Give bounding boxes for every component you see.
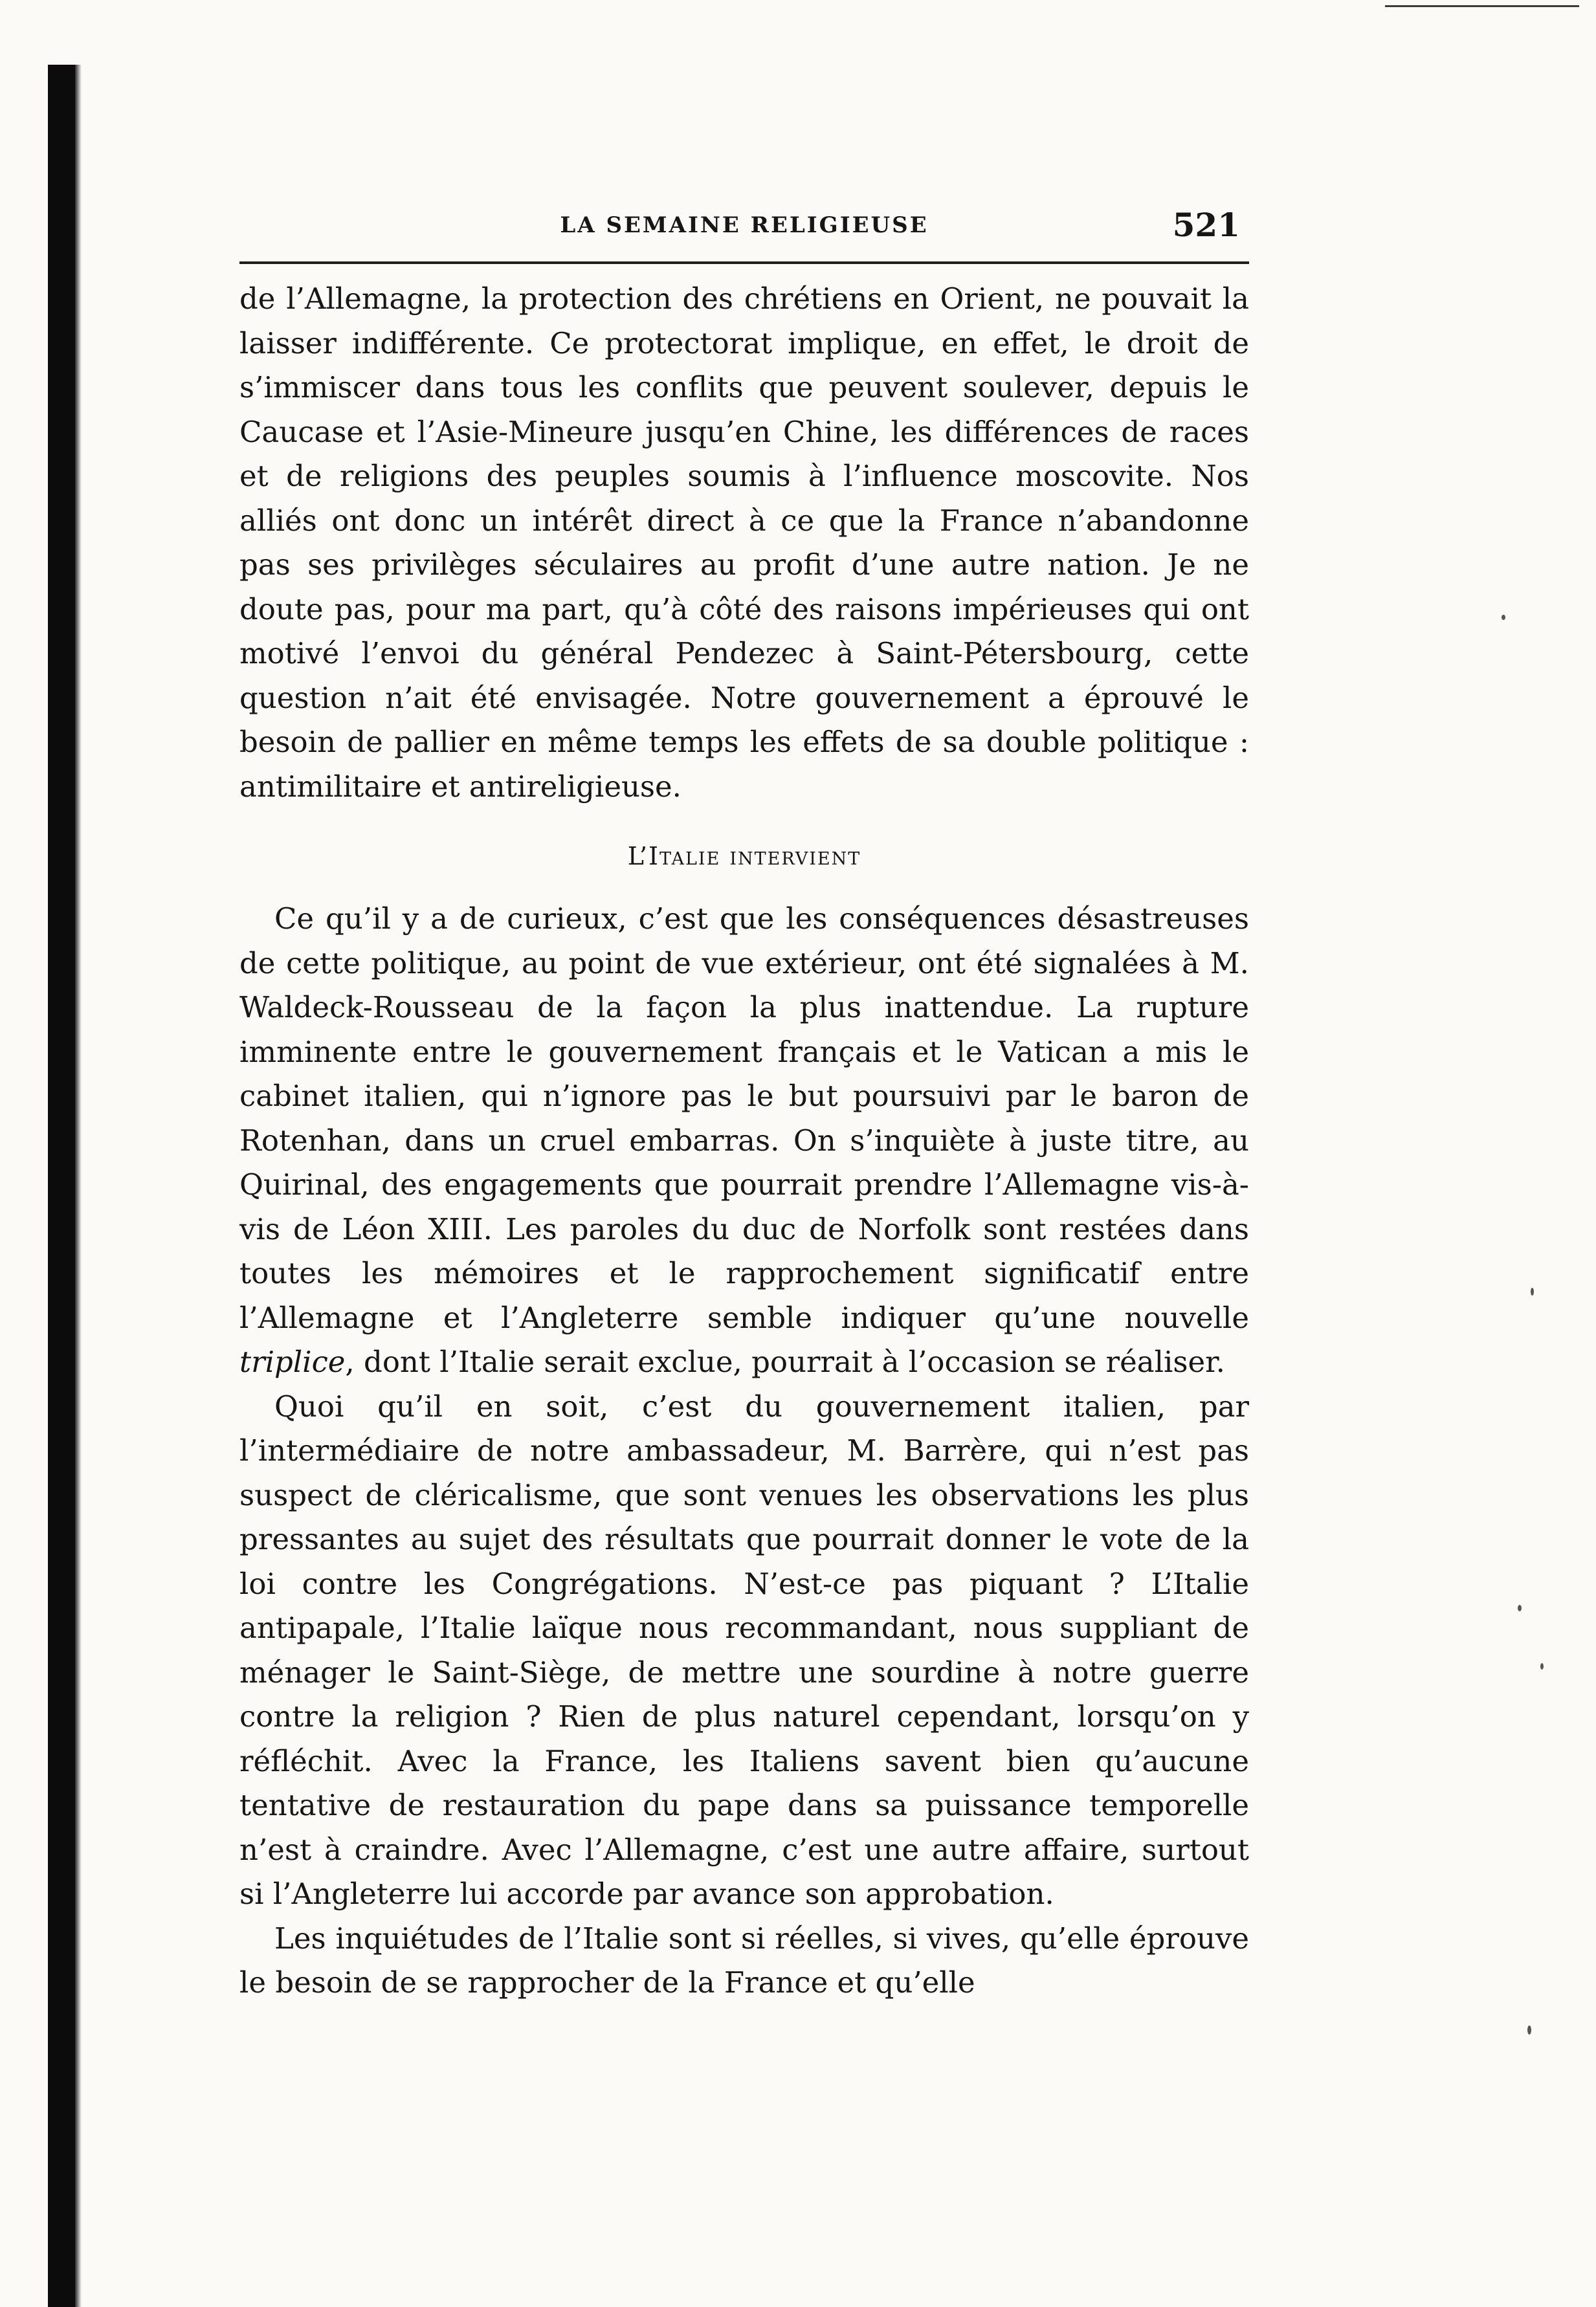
scan-speck [1502,615,1505,620]
running-title: LA SEMAINE RELIGIEUSE [560,212,929,238]
document-page [239,206,1249,2005]
scan-speck [1531,1288,1534,1296]
scan-speck [1527,2026,1531,2035]
section-heading-text: L’Italie intervient [627,842,861,870]
paragraph-1: de l’Allemagne, la protection des chrétiens en Orient, ne pouvait la laisser indifférente. Ce protectorat implique, en effet, le droit de s’immiscer dans tous les conflits que peuvent soulever, depuis le Caucase et l’Asie-Mineure jusqu’en Chine, les différences de races et de religions des peuples soumis à l’influence moscovite. Nos alliés ont donc un intérêt direct à ce que la France n’abandonne pas ses privilèges séculaires au profit d’une autre nation. Je ne doute pas, pour ma part, qu’à côté des raisons impérieuses qui ont motivé l’envoi du général Pendezec à Saint-Pétersbourg, cette question n’ait été envisagée. Notre gouvernement a éprouvé le besoin de pallier en même temps les effets de sa double politique : antimilitaire et antireligieuse. [239,281,1249,804]
paragraph-2 [239,897,1249,1385]
header-rule [239,261,1249,264]
body-text [239,277,1249,2005]
paragraph-3: Quoi qu’il en soit, c’est du gouvernement italien, par l’intermédiaire de notre ambassadeur, M. Barrère, qui n’est pas suspect de cléricalisme, que sont venues les observations les plus pressantes au sujet des résultats que pourrait donner le vote de la loi contre les Congrégations. N’est-ce pas piquant ? L’Italie antipapale, l’Italie laïque nous recommandant, nous suppliant de ménager le Saint-Siège, de mettre une sourdine à notre guerre contre la religion ? Rien de plus naturel cependant, lorsqu’on y réfléchit. Avec la France, les Italiens savent bien qu’aucune tentative de restauration du pape dans sa puissance temporelle n’est à craindre. Avec l’Allemagne, c’est une autre affaire, surtout si l’Angleterre lui accorde par avance son approbation. [239,1389,1249,1911]
scan-binding-shadow [48,65,75,2307]
scan-binding-gradient [75,65,82,2307]
paragraph-4: Les inquiétudes de l’Italie sont si réelles, si vives, qu’elle éprouve le besoin de se rapprocher de la France et qu’elle [239,1921,1249,2000]
scan-top-mark [1385,5,1579,7]
paragraph-2-italic: triplice [239,1345,346,1379]
page-number: 521 [1172,206,1240,244]
scan-speck [1518,1605,1522,1611]
section-heading [239,835,1249,878]
running-head [239,206,1249,258]
paragraph-2-end: , dont l’Italie serait exclue, pourrait à l’occasion se réaliser. [345,1345,1225,1379]
scan-speck [1540,1663,1544,1670]
paragraph-2-text: Ce qu’il y a de curieux, c’est que les conséquences désastreuses de cette politique, au point de vue extérieur, ont été signalées à M. Waldeck-Rousseau de la façon la plus inattendue. La rupture imminente entre le gouvernement français et le Vatican a mis le cabinet italien, qui n’ignore pas le but poursuivi par le baron de Rotenhan, dans un cruel embarras. On s’inquiète à juste titre, au Quirinal, des engagements que pourrait prendre l’Allemagne vis-à-vis de Léon XIII. Les paroles du duc de Norfolk sont restées dans toutes les mémoires et le rapprochement significatif entre l’Allemagne et l’Angleterre semble indiquer qu’une nouvelle [239,901,1249,1335]
